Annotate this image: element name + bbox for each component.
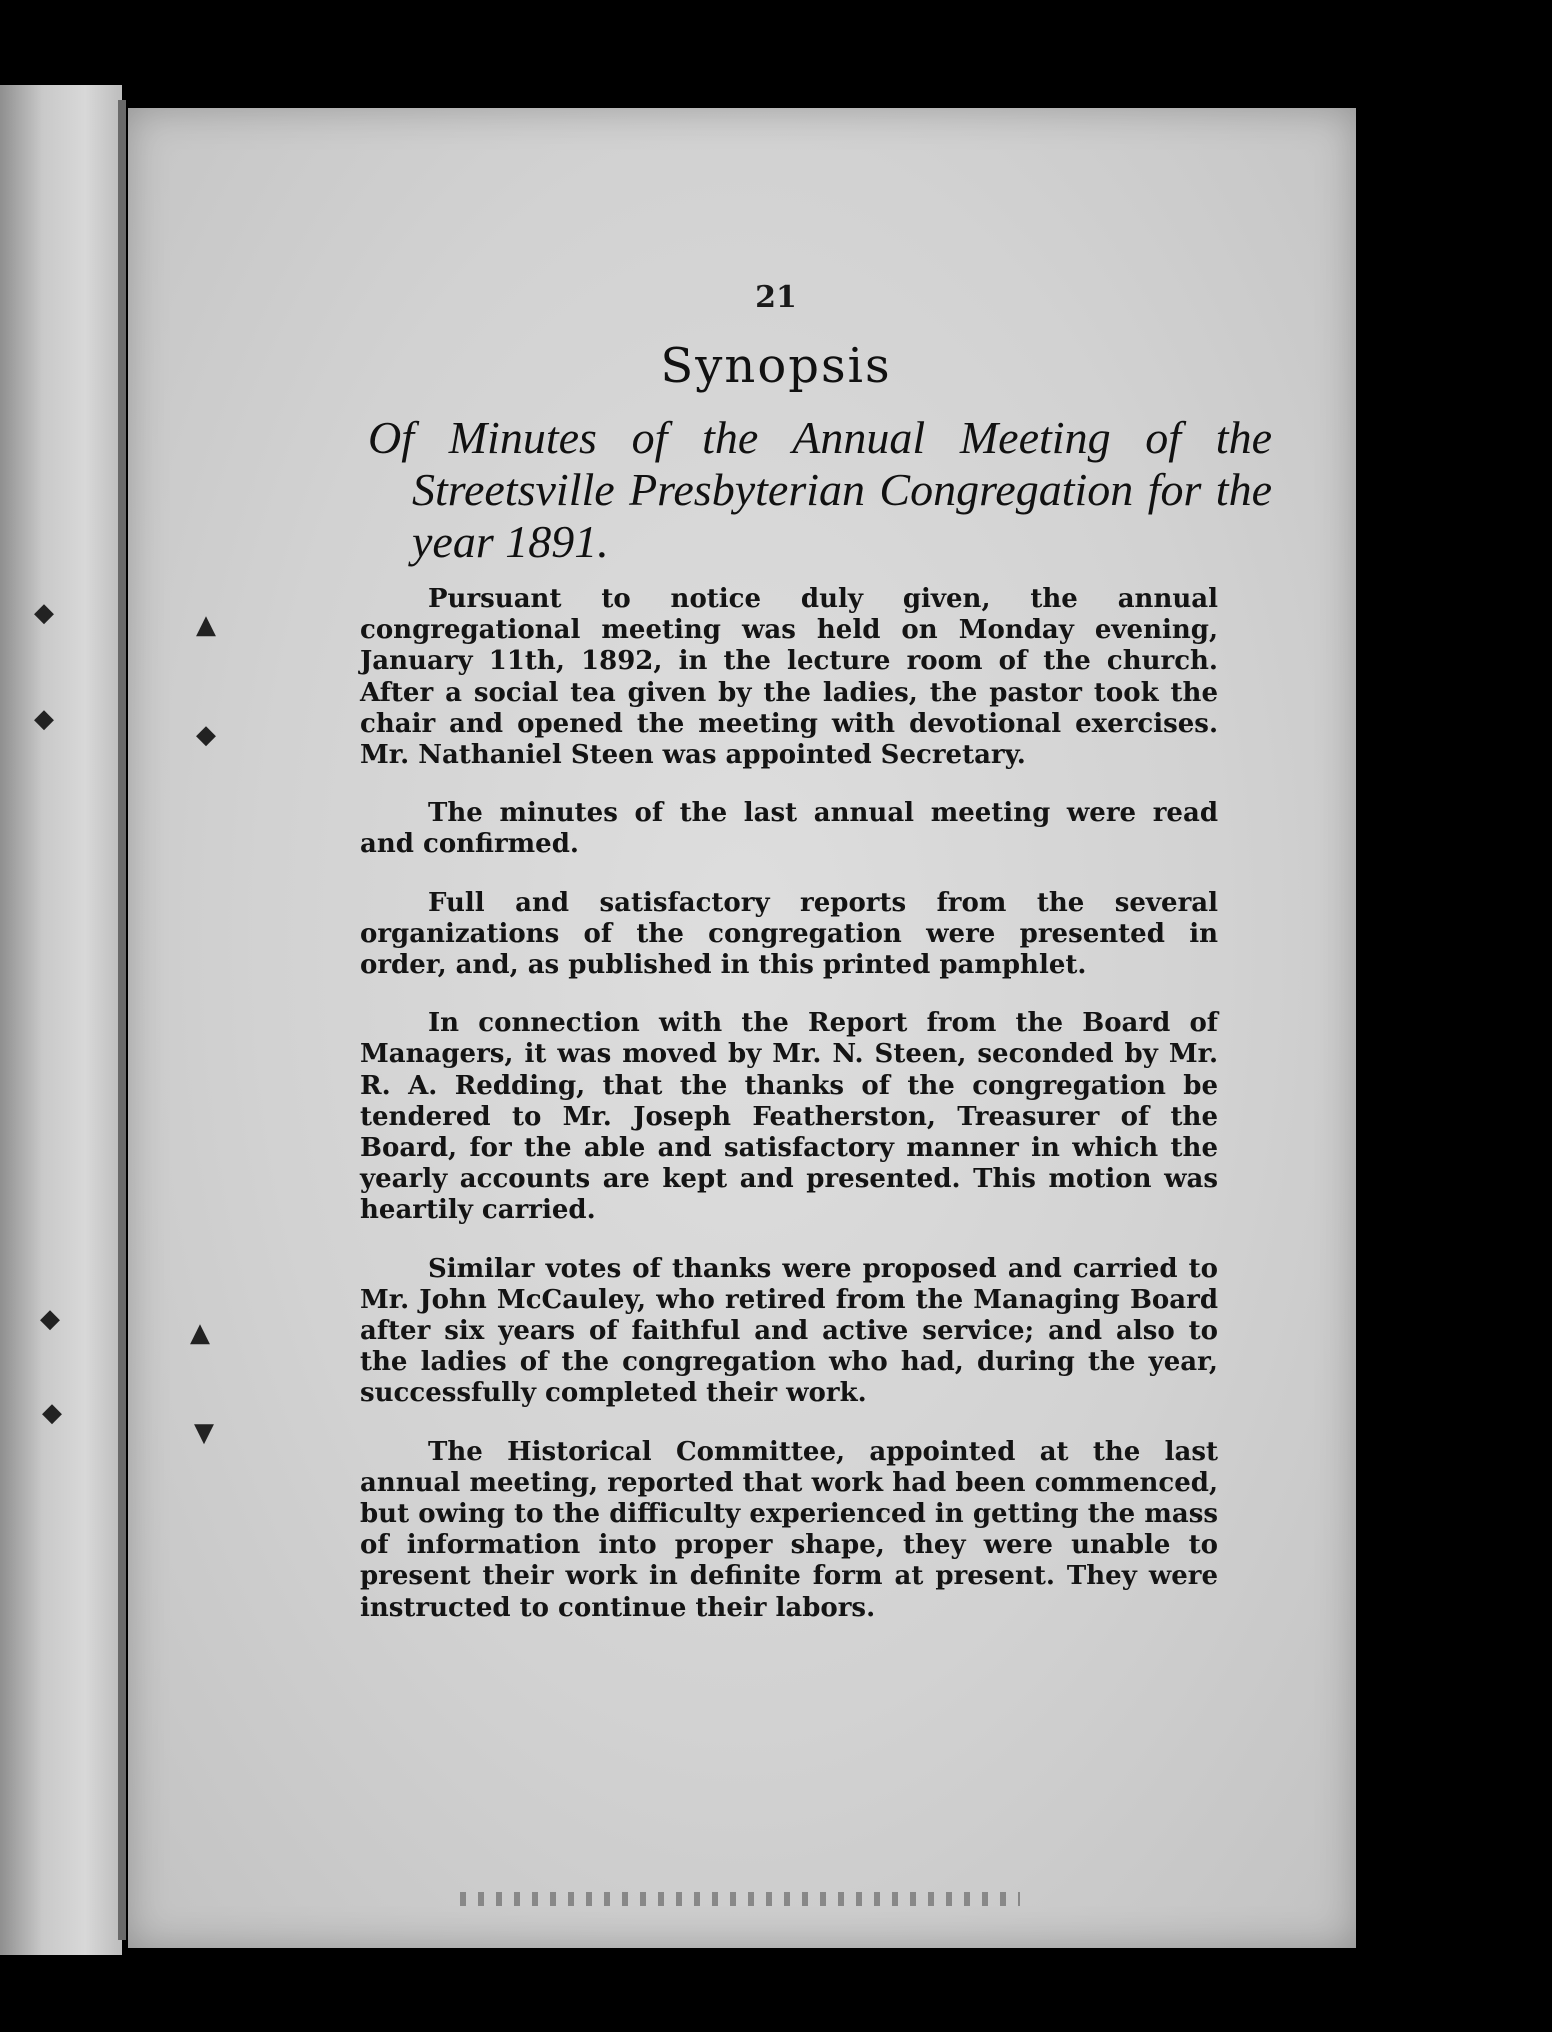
paragraph-votes-of-thanks: Similar votes of thanks were proposed and carried to Mr. John McCauley, who retired from the Managing Board after six years of faithful and active service; and also to the ladies of the congregation who had, during the year, successfully completed their work. — [360, 1253, 1218, 1409]
paragraph-meeting-opening: Pursuant to notice duly given, the annual congregational meeting was held on Monday evening, January 11th, 1892, in the lecture room of the church. After a social tea given by the ladies, the pastor took the chair and opened the meeting with devotional exercises. Mr. Nathaniel Steen was appointed Secretary. — [360, 584, 1218, 771]
paragraph-historical-committee: The Historical Committee, appointed at the last annual meeting, reported that work had been commenced, but owing to the difficulty experienced in getting the mass of information into proper shape, they were unable to present their work in definite form at present. They were instructed to continue their labors. — [360, 1436, 1218, 1623]
binding-hole-mark: ◆ — [42, 1398, 62, 1428]
page-title: Synopsis — [660, 338, 892, 394]
page-number: 21 — [755, 280, 797, 315]
binding-hole-mark: ◆ — [34, 704, 54, 734]
binding-hole-mark: ◆ — [34, 598, 54, 628]
page-subtitle: Of Minutes of the Annual Meeting of the Streetsville Presbyterian Congregation for the year 1891. — [368, 412, 1272, 567]
paragraph-board-of-managers: In connection with the Report from the Board of Managers, it was moved by Mr. N. Steen, seconded by Mr. R. A. Redding, that the thanks of the congregation be tendered to Mr. Joseph Featherston, Treasurer of the Board, for the able and satisfactory manner in which the yearly accounts are kept and presented. This motion was heartily carried. — [360, 1008, 1218, 1226]
bottom-edge-smudge — [460, 1892, 1020, 1906]
paragraph-reports: Full and satisfactory reports from the several organizations of the congregation were presented in order, and, as published in this printed pamphlet. — [360, 887, 1218, 981]
binding-hole-mark: ▲ — [196, 610, 216, 640]
binding-hole-mark: ◆ — [196, 720, 216, 750]
binding-hole-mark: ◆ — [40, 1304, 60, 1334]
binding-hole-mark: ▼ — [194, 1418, 214, 1448]
binding-hole-mark: ▲ — [190, 1318, 210, 1348]
body-text — [360, 584, 1218, 1651]
paragraph-minutes-confirmed: The minutes of the last annual meeting were read and confirmed. — [360, 798, 1218, 860]
